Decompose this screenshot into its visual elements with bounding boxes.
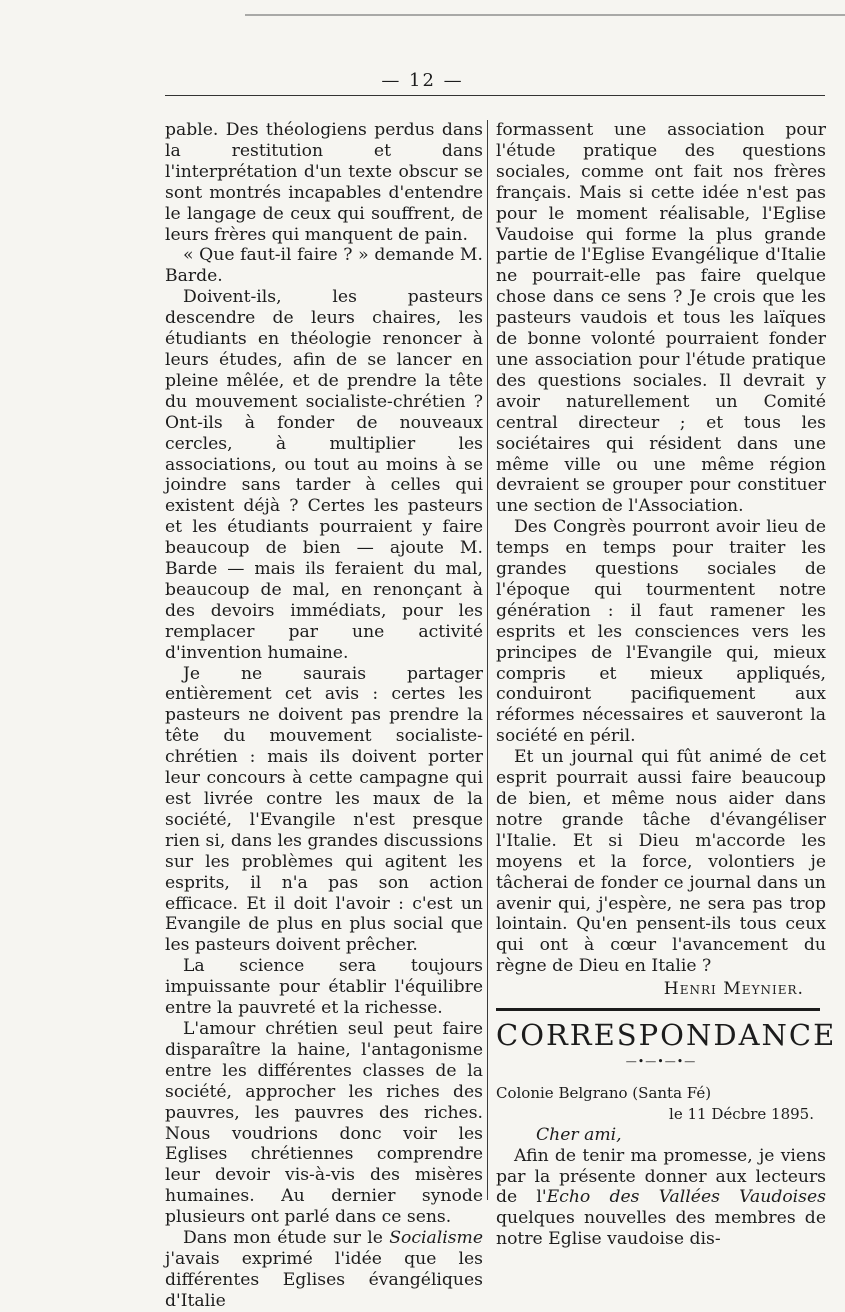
top-border-line xyxy=(245,14,845,16)
right-paragraph: Des Congrès pourront avoir lieu de temps en temps pour traiter les grandes questions sociales de l'époque qui tourmentent notre génération : il faut ramener les esprits et les consciences vers les principes de l'Evangile qui, mieux compris et mieux appliqués, conduiront pacifiquement aux réformes nécessaires et sauveront la société en péril. xyxy=(496,517,826,747)
letter-body-italic: Echo des Vallées Vaudoises xyxy=(546,1187,826,1208)
section-rule xyxy=(496,1008,820,1011)
left-paragraph: L'amour chrétien seul peut faire disparaître la haine, l'antagonisme entre les différentes classes de la société, approcher les riches des pauvres, les pauvres des riches. Nous voudrions donc voir les Eglises chrétiennes comprendre leur devoir vis-à-vis des misères humaines. Au dernier synode plusieurs ont parlé dans ce sens. xyxy=(165,1018,483,1228)
letter-location: Colonie Belgrano (Santa Fé) xyxy=(496,1083,712,1102)
signature: Henri Meynier. xyxy=(663,979,804,1000)
right-paragraphs xyxy=(496,120,826,977)
left-last-paragraph xyxy=(165,1228,483,1312)
column-divider xyxy=(487,120,488,1200)
letter-salutation: Cher ami, xyxy=(536,1124,622,1145)
right-column xyxy=(496,120,837,1250)
header-rule xyxy=(165,95,825,96)
right-paragraph: Et un journal qui fût animé de cet esprit pourrait aussi faire beaucoup de bien, et même nous aider dans notre grande tâche d'évangéliser l'Italie. Et si Dieu m'accorde les moyens et la force, volontiers je tâcherai de fonder ce journal dans un avenir qui, j'espère, ne sera pas trop lointain. Qu'en pensent-ils tous ceux qui ont à cœur l'avancement du règne de Dieu en Italie ? xyxy=(496,747,826,977)
letter-body xyxy=(496,1146,826,1251)
ornament-divider: —•—•—•— xyxy=(625,1054,697,1068)
letter-body-before: Afin de tenir ma promesse, je viens par la présente donner aux lecteurs de l' xyxy=(496,1145,826,1208)
right-paragraph: formassent une association pour l'étude pratique des questions sociales, comme ont fait nos frères français. Mais si cette idée n'est pas pour le moment réalisable, l'Eglise Vaudoise qui forme la plus grande partie de l'Eglise Evangélique d'Italie ne pourrait-elle pas faire quelque chose dans ce sens ? Je crois que les pasteurs vaudois et tous les laïques de bonne volonté pourraient fonder une association pour l'étude pratique des questions sociales. Il devrait y avoir naturellement un Comité central directeur ; et tous les sociétaires qui résident dans une même ville ou une même région devraient se grouper pour constituer une section de l'Association. xyxy=(496,120,826,517)
left-last-italic: Socialisme xyxy=(389,1228,483,1249)
left-column xyxy=(165,120,483,1312)
left-last-text-after: j'avais exprimé l'idée que les différentes Eglises évangéliques d'Italie xyxy=(165,1248,483,1311)
left-paragraphs xyxy=(165,120,483,1228)
letter-body-after: quelques nouvelles des membres de notre Eglise vaudoise dis- xyxy=(496,1208,826,1250)
left-paragraph: pable. Des théologiens perdus dans la restitution et dans l'interprétation d'un texte obscur se sont montrés incapables d'entendre le langage de ceux qui souffrent, de leurs frères qui manquent de pain. xyxy=(165,120,483,245)
section-title: CORRESPONDANCE xyxy=(496,1018,837,1053)
left-last-text-before: Dans mon étude sur le xyxy=(183,1228,390,1249)
left-paragraph: « Que faut-il faire ? » demande M. Barde. xyxy=(165,245,483,287)
page-number: — 12 — xyxy=(381,70,464,91)
left-paragraph: Je ne saurais partager entièrement cet avis : certes les pasteurs ne doivent pas prendre la tête du mouvement socialiste-chrétien : mais ils doivent porter leur concours à cette campagne qui est livrée contre les maux de la société, l'Evangile n'est presque rien si, dans les grandes discussions sur les problèmes qui agitent les esprits, il n'a pas son action efficace. Et il doit l'avoir : c'est un Evangile de plus en plus social que les pasteurs doivent prêcher. xyxy=(165,663,483,956)
left-paragraph: La science sera toujours impuissante pour établir l'équilibre entre la pauvreté et la richesse. xyxy=(165,956,483,1019)
left-paragraph: Doivent-ils, les pasteurs descendre de leurs chaires, les étudiants en théologie renoncer à leurs études, afin de se lancer en pleine mêlée, et de prendre la tête du mouvement socialiste-chrétien ? Ont-ils à fonder de nouveaux cercles, à multiplier les associations, ou tout au moins à se joindre sans tarder à celles qui existent déjà ? Certes les pasteurs et les étudiants pourraient y faire beaucoup de bien — ajoute M. Barde — mais ils feraient du mal, beaucoup de mal, en renonçant à des devoirs immédiats, pour les remplacer par une activité d'invention humaine. xyxy=(165,287,483,663)
letter-date: le 11 Décbre 1895. xyxy=(669,1104,814,1123)
